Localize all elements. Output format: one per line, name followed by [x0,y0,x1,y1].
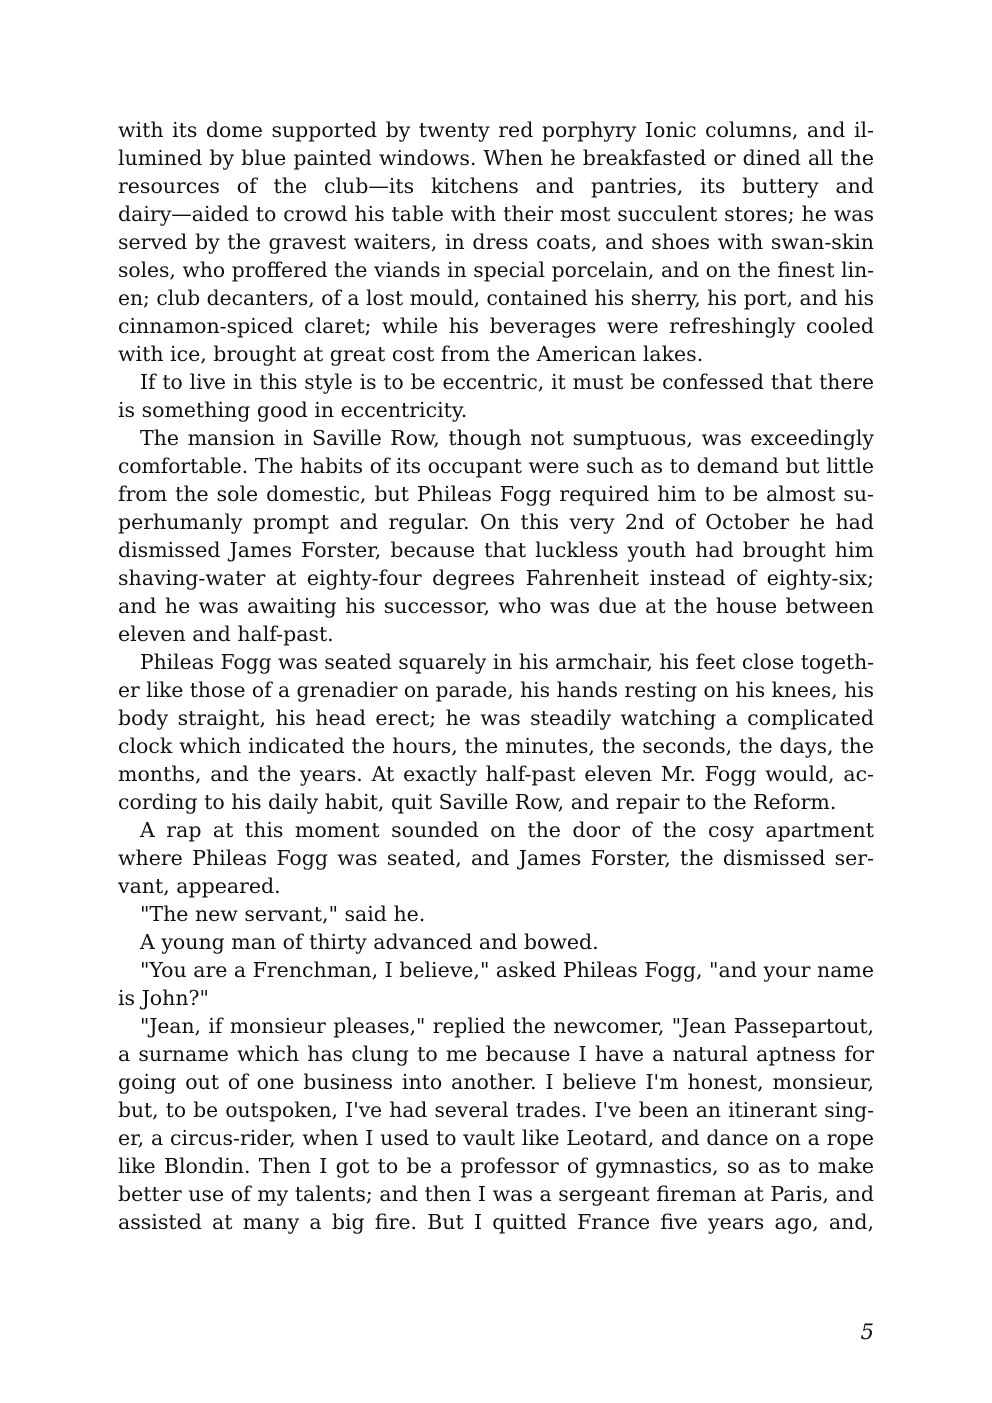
text-line: going out of one business into another. I believe I'm honest, monsieur, [118,1070,874,1094]
text-line: and he was awaiting his successor, who was due at the house between [118,594,874,618]
text-line: The mansion in Saville Row, though not sumptuous, was exceedingly [140,426,874,450]
text-line: a surname which has clung to me because I have a natural aptness for [118,1042,874,1066]
text-line: from the sole domestic, but Phileas Fogg required him to be almost su- [118,482,874,506]
text-line: is something good in eccentricity. [118,398,468,422]
text-line: lumined by blue painted windows. When he breakfasted or dined all the [118,146,874,170]
text-line: "The new servant," said he. [140,902,426,926]
text-line: with ice, brought at great cost from the American lakes. [118,342,704,366]
text-line: clock which indicated the hours, the minutes, the seconds, the days, the [118,734,874,758]
text-line: Phileas Fogg was seated squarely in his armchair, his feet close togeth- [140,650,874,674]
text-line: resources of the club—its kitchens and pantries, its buttery and [118,174,874,198]
text-line: dairy—aided to crowd his table with their most succulent stores; he was [118,202,874,226]
text-line: "Jean, if monsieur pleases," replied the newcomer, "Jean Passepartout, [140,1014,874,1038]
text-line: soles, who proffered the viands in special porcelain, and on the finest lin- [118,258,874,282]
text-line: A young man of thirty advanced and bowed. [140,930,599,954]
text-line: dismissed James Forster, because that luckless youth had brought him [118,538,874,562]
text-line: assisted at many a big fire. But I quitted France five years ago, and, [118,1210,874,1234]
text-line: like Blondin. Then I got to be a professor of gymnastics, so as to make [118,1154,874,1178]
text-line: cinnamon-spiced claret; while his beverages were refreshingly cooled [118,314,874,338]
text-line: er like those of a grenadier on parade, his hands resting on his knees, his [118,678,875,702]
text-line: vant, appeared. [118,874,281,898]
page-body [118,116,874,1236]
text-line: en; club decanters, of a lost mould, contained his sherry, his port, and his [118,286,874,310]
text-line: served by the gravest waiters, in dress coats, and shoes with swan-skin [118,230,874,254]
text-line: eleven and half-past. [118,622,334,646]
text-line: shaving-water at eighty-four degrees Fahrenheit instead of eighty-six; [118,566,874,590]
text-line: "You are a Frenchman, I believe," asked Phileas Fogg, "and your name [140,958,874,982]
page-number: 5 [860,1320,874,1344]
text-line: where Phileas Fogg was seated, and James Forster, the dismissed ser- [118,846,874,870]
text-line: If to live in this style is to be eccentric, it must be confessed that there [140,370,874,394]
text-line: is John?" [118,986,209,1010]
text-line: with its dome supported by twenty red porphyry Ionic columns, and il- [118,118,874,142]
text-line: cording to his daily habit, quit Saville Row, and repair to the Reform. [118,790,837,814]
text-line: body straight, his head erect; he was steadily watching a complicated [118,706,874,730]
text-line: better use of my talents; and then I was a sergeant fireman at Paris, and [118,1182,874,1206]
text-line: months, and the years. At exactly half-past eleven Mr. Fogg would, ac- [118,762,874,786]
text-line: comfortable. The habits of its occupant were such as to demand but little [118,454,874,478]
text-line: perhumanly prompt and regular. On this very 2nd of October he had [118,510,874,534]
text-line: A rap at this moment sounded on the door of the cosy apartment [140,818,874,842]
text-line: er, a circus-rider, when I used to vault like Leotard, and dance on a rope [118,1126,874,1150]
text-line: but, to be outspoken, I've had several trades. I've been an itinerant sing- [118,1098,874,1122]
